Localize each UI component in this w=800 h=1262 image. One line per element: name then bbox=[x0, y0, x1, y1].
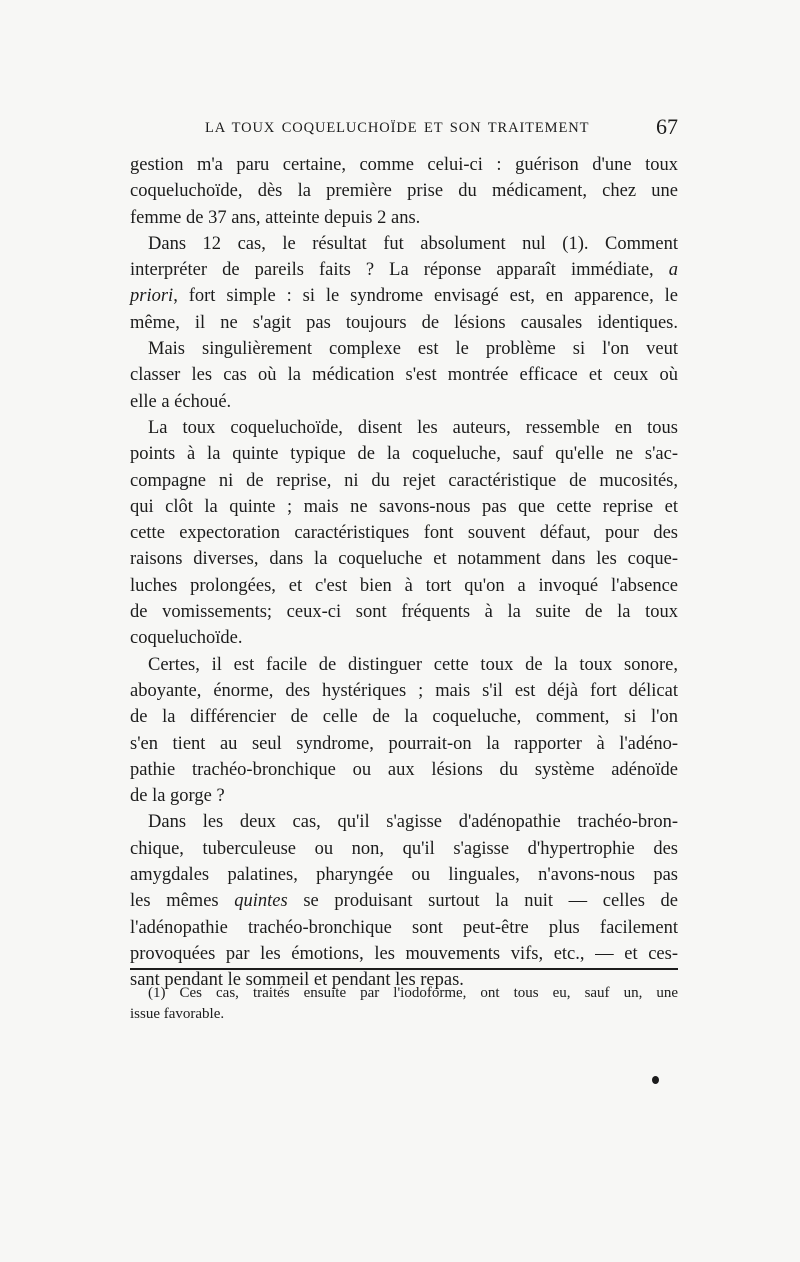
text-line: cette expectoration caractéristiques font souvent défaut, pour des bbox=[130, 523, 678, 544]
text-line: même, il ne s'agit pas toujours de lésions causales identiques. bbox=[130, 312, 678, 333]
footnote bbox=[130, 983, 678, 1025]
running-title: LA TOUX COQUELUCHOÏDE ET SON TRAITEMENT bbox=[205, 120, 590, 136]
text-line: Mais singulièrement complexe est le problème si l'on veut bbox=[148, 339, 678, 360]
text-line: elle a échoué. bbox=[130, 391, 232, 412]
body-text bbox=[130, 152, 678, 994]
text-line: femme de 37 ans, atteinte depuis 2 ans. bbox=[130, 207, 421, 228]
footnote-line: issue favorable. bbox=[130, 1006, 225, 1022]
text-line: sant pendant le sommeil et pendant les repas. bbox=[130, 970, 464, 991]
text-line: classer les cas où la médication s'est montrée efficace et ceux où bbox=[130, 365, 678, 386]
text-line: aboyante, énorme, des hystériques ; mais s'il est déjà fort délicat bbox=[130, 680, 678, 701]
text-line: amygdales palatines, pharyngée ou linguales, n'avons-nous pas bbox=[130, 865, 678, 886]
text-line: coqueluchoïde, dès la première prise du médicament, chez une bbox=[130, 181, 678, 202]
text-line: interpréter de pareils faits ? La réponse apparaît immédiate, a bbox=[130, 260, 678, 281]
text-line: chique, tuberculeuse ou non, qu'il s'agisse d'hypertrophie des bbox=[130, 838, 678, 859]
text-line: s'en tient au seul syndrome, pourrait-on la rapporter à l'adéno- bbox=[130, 733, 678, 754]
page-number: 67 bbox=[656, 114, 678, 139]
text-line: de la différencier de celle de la coqueluche, comment, si l'on bbox=[130, 707, 678, 728]
footnote-line: (1) Ces cas, traités ensuite par l'iodoforme, ont tous eu, sauf un, une bbox=[148, 985, 678, 1001]
text-line: Dans les deux cas, qu'il s'agisse d'adénopathie trachéo-bron- bbox=[148, 812, 678, 833]
text-line: les mêmes quintes se produisant surtout la nuit — celles de bbox=[130, 891, 678, 912]
page-header bbox=[130, 114, 678, 144]
italic-word: quintes bbox=[234, 891, 288, 912]
text-line: de vomissements; ceux-ci sont fréquents à la suite de la toux bbox=[130, 602, 678, 623]
text-line: l'adénopathie trachéo-bronchique sont peut-être plus facilement bbox=[130, 917, 678, 938]
footnote-divider bbox=[130, 968, 678, 970]
text-line: raisons diverses, dans la coqueluche et notamment dans les coque- bbox=[130, 549, 678, 570]
text-line: de la gorge ? bbox=[130, 786, 225, 807]
ink-speck bbox=[652, 1076, 659, 1084]
text-line: qui clôt la quinte ; mais ne savons-nous pas que cette reprise et bbox=[130, 496, 678, 517]
text-line: Dans 12 cas, le résultat fut absolument nul (1). Comment bbox=[148, 233, 678, 254]
text-line: compagne ni de reprise, ni du rejet caractéristique de mucosités, bbox=[130, 470, 678, 491]
text-line: pathie trachéo-bronchique ou aux lésions du système adénoïde bbox=[130, 759, 678, 780]
text-line: Certes, il est facile de distinguer cette toux de la toux sonore, bbox=[148, 654, 678, 675]
text-line: provoquées par les émotions, les mouvements vifs, etc., — et ces- bbox=[130, 943, 678, 964]
text-line: luches prolongées, et c'est bien à tort qu'on a invoqué l'absence bbox=[130, 575, 678, 596]
text-line: points à la quinte typique de la coqueluche, sauf qu'elle ne s'ac- bbox=[130, 444, 678, 465]
text-line: gestion m'a paru certaine, comme celui-ci : guérison d'une toux bbox=[130, 155, 678, 175]
italic-word: priori bbox=[130, 286, 174, 307]
text-line: La toux coqueluchoïde, disent les auteurs, ressemble en tous bbox=[148, 417, 678, 438]
text-line: coqueluchoïde. bbox=[130, 628, 243, 649]
italic-word: a bbox=[668, 260, 678, 281]
text-line: priori, fort simple : si le syndrome envisagé est, en apparence, le bbox=[130, 286, 678, 307]
